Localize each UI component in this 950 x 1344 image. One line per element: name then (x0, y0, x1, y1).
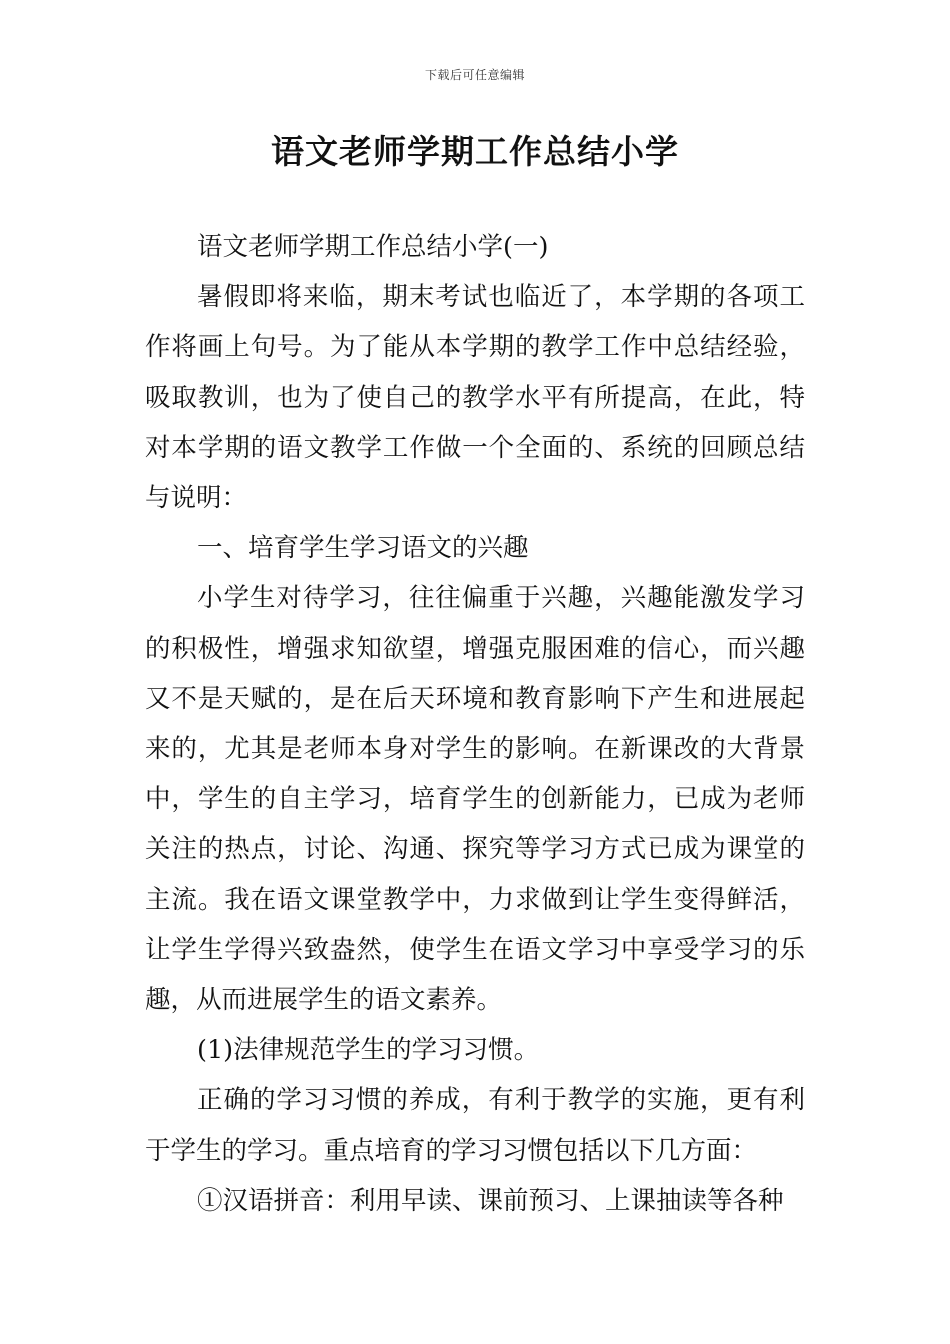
document-title: 语文老师学期工作总结小学 (271, 132, 679, 171)
paragraph-intro: 暑假即将来临，期末考试也临近了，本学期的各项工作将画上句号。为了能从本学期的教学工作中总结经验，吸取教训，也为了使自己的教学水平有所提高，在此，特对本学期的语文教学工作做一个全面的、系统的回顾总结与说明： (145, 282, 805, 514)
section-subtitle: 语文老师学期工作总结小学(一) (197, 232, 549, 262)
document-body (145, 222, 805, 1226)
section-heading-interest: 一、培育学生学习语文的兴趣 (197, 533, 529, 564)
subsection-heading-habits: (1)法律规范学生的学习习惯。 (197, 1035, 540, 1066)
paragraph-habits: 正确的学习习惯的养成，有利于教学的实施，更有利于学生的学习。重点培育的学习习惯包括以下几方面： (145, 1085, 805, 1166)
paragraph-interest: 小学生对待学习，往往偏重于兴趣，兴趣能激发学习的积极性，增强求知欲望，增强克服困难的信心，而兴趣又不是天赋的，是在后天环境和教育影响下产生和进展起来的，尤其是老师本身对学生的影响。在新课改的大背景中，学生的自主学习，培育学生的创新能力，已成为老师关注的热点，讨论、沟通、探究等学习方式已成为课堂的主流。我在语文课堂教学中，力求做到让学生变得鲜活，让学生学得兴致盎然，使学生在语文学习中享受学习的乐趣，从而进展学生的语文素养。 (145, 583, 805, 1016)
header-note: 下载后可任意编辑 (424, 68, 525, 82)
list-item-pinyin: ①汉语拼音：利用早读、课前预习、上课抽读等各种 (197, 1185, 784, 1216)
